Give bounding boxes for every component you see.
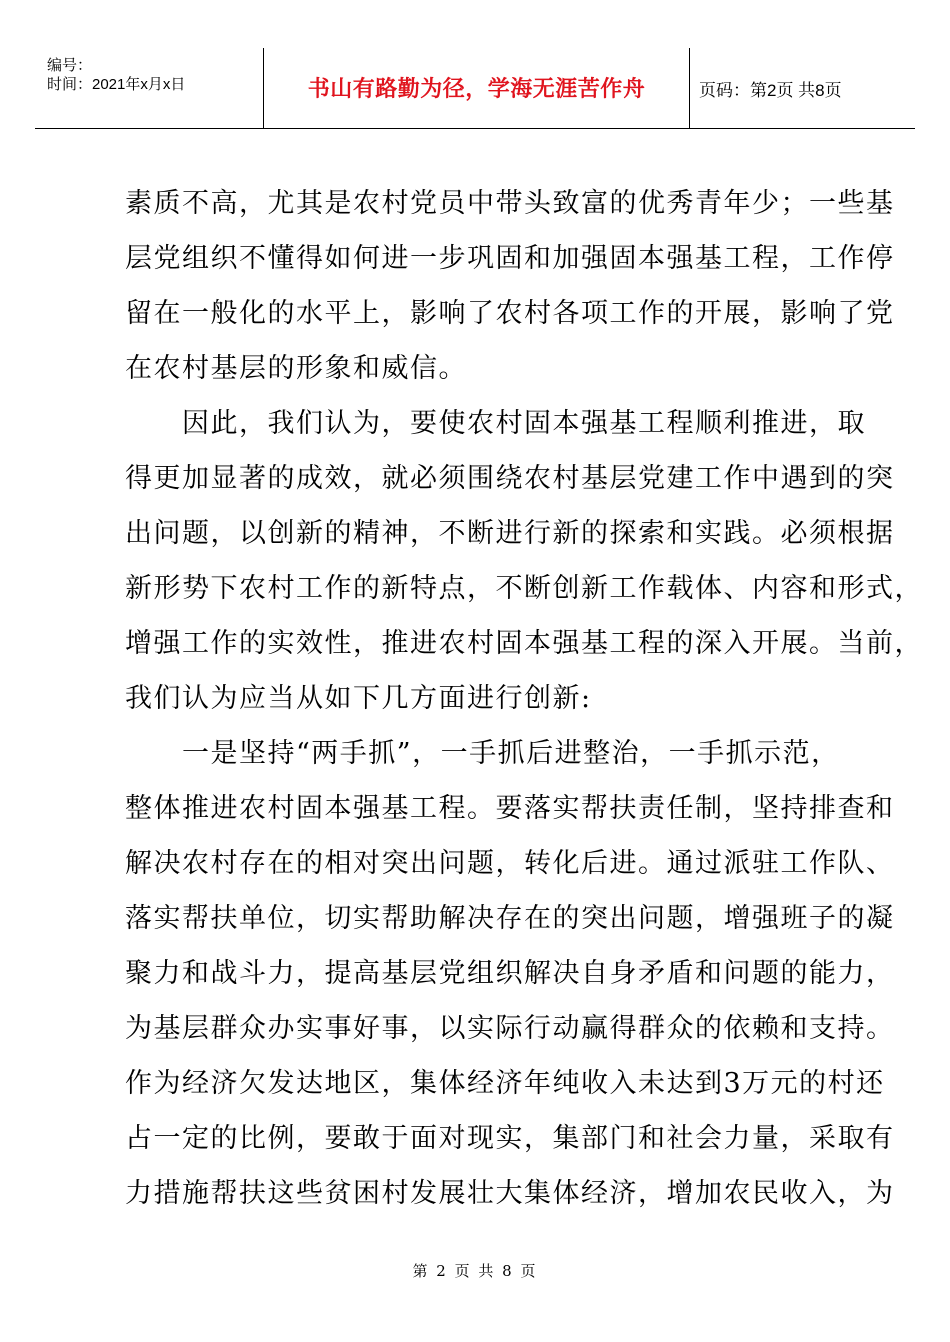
- text-line: 整体推进农村固本强基工程。要落实帮扶责任制，坚持排查和: [125, 793, 895, 824]
- header-page-info: 页码：第2页 共8页: [699, 81, 842, 100]
- text-line: 得更加显著的成效，就必须围绕农村基层党建工作中遇到的突: [125, 463, 895, 494]
- text-line: 占一定的比例，要敢于面对现实，集部门和社会力量，采取有: [125, 1123, 895, 1154]
- text-line: 素质不高，尤其是农村党员中带头致富的优秀青年少；一些基: [125, 188, 895, 219]
- text-line: 在农村基层的形象和威信。: [125, 353, 467, 384]
- text-line: 一是坚持“两手抓”，一手抓后进整治，一手抓示范，: [125, 738, 840, 769]
- document-body: [125, 176, 923, 1221]
- text-line: 为基层群众办实事好事，以实际行动赢得群众的依赖和支持。: [125, 1013, 895, 1044]
- text-line: 作为经济欠发达地区，集体经济年纯收入未达到3万元的村还: [125, 1068, 885, 1099]
- text-line: 我们认为应当从如下几方面进行创新:: [125, 683, 592, 714]
- serial-number-label: 编号：: [47, 57, 93, 74]
- header-meta: [47, 56, 185, 94]
- text-line: 因此，我们认为，要使农村固本强基工程顺利推进，取: [125, 408, 866, 439]
- header-motto: 书山有路勤为径，学海无涯苦作舟: [307, 77, 646, 102]
- text-line: 出问题，以创新的精神，不断进行新的探索和实践。必须根据: [125, 518, 895, 549]
- text-line: 聚力和战斗力，提高基层党组织解决自身矛盾和问题的能力，: [125, 958, 895, 989]
- date-label: 时间：2021年x月x日: [47, 76, 186, 93]
- page-footer: 第 2 页 共 8 页: [412, 1262, 538, 1280]
- text-line: 新形势下农村工作的新特点，不断创新工作载体、内容和形式，: [125, 573, 923, 604]
- header-divider: [689, 48, 690, 128]
- text-line: 层党组织不懂得如何进一步巩固和加强固本强基工程，工作停: [125, 243, 895, 274]
- text-line: 留在一般化的水平上，影响了农村各项工作的开展，影响了党: [125, 298, 895, 329]
- page-header: [35, 48, 915, 129]
- text-line: 增强工作的实效性，推进农村固本强基工程的深入开展。当前，: [125, 628, 923, 659]
- text-line: 力措施帮扶这些贫困村发展壮大集体经济，增加农民收入，为: [125, 1178, 895, 1209]
- text-line: 落实帮扶单位，切实帮助解决存在的突出问题，增强班子的凝: [125, 903, 895, 934]
- text-line: 解决农村存在的相对突出问题，转化后进。通过派驻工作队、: [125, 848, 895, 879]
